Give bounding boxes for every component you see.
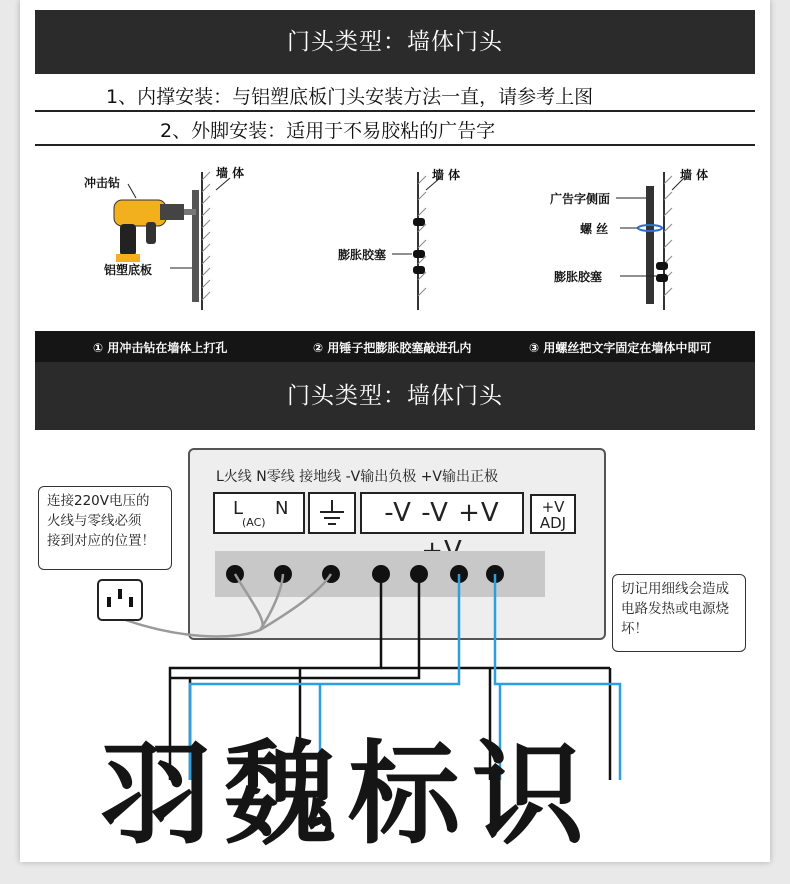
watermark-text: 羽魏标识 [100,730,596,860]
step-1: ① 用冲击钻在墙体上打孔 [93,341,228,355]
install-method-1: 1、内撑安装：与铝塑底板门头安装方法一直，请参考上图 [106,86,594,108]
product-card [20,0,770,862]
note-right-line-1: 切记用细线会造成 [621,581,729,597]
adj-plus-label: +V [541,498,565,516]
note-left-line-1: 连接220V电压的 [47,493,150,509]
wall-label-1: 墙 体 [216,166,245,180]
sign-side-label: 广告字侧面 [550,192,611,206]
anchor-label: 膨胀胶塞 [338,248,387,262]
note-right-line-2: 电路发热或电源烧 [621,601,729,617]
anchor-label-3: 膨胀胶塞 [554,270,603,284]
note-right-line-3: 坏！ [621,621,648,637]
note-left-line-3: 接到对应的位置！ [47,533,155,549]
l-label: L [233,498,244,519]
output-terminal-box: -V -V +V [360,492,524,534]
drill-label: 冲击钻 [84,176,121,190]
note-left-line-2: 火线与零线必须 [47,513,142,529]
power-socket-icon [98,580,142,620]
step-3: ③ 用螺丝把文字固定在墙体中即可 [529,341,712,355]
wall-label-3: 墙 体 [680,168,709,182]
terminal-labels: L火线 N零线 接地线 -V输出负极 +V输出正极 [216,469,499,485]
install-method-2: 2、外脚安装：适用于不易胶粘的广告字 [160,120,496,142]
ac-label: (AC) [242,516,266,529]
adj-label: ADJ [539,514,567,532]
board-label: 铝塑底板 [104,263,153,277]
note-right [612,574,746,652]
step-2: ② 用锤子把膨胀胶塞敲进孔内 [313,341,472,355]
screw-label: 螺 丝 [580,222,609,236]
n-label: N [275,498,289,519]
header-banner: 门头类型：墙体门头 [35,10,755,74]
note-left [38,486,172,570]
header-banner-2: 门头类型：墙体门头 [35,362,755,430]
wall-label-2: 墙 体 [432,168,461,182]
